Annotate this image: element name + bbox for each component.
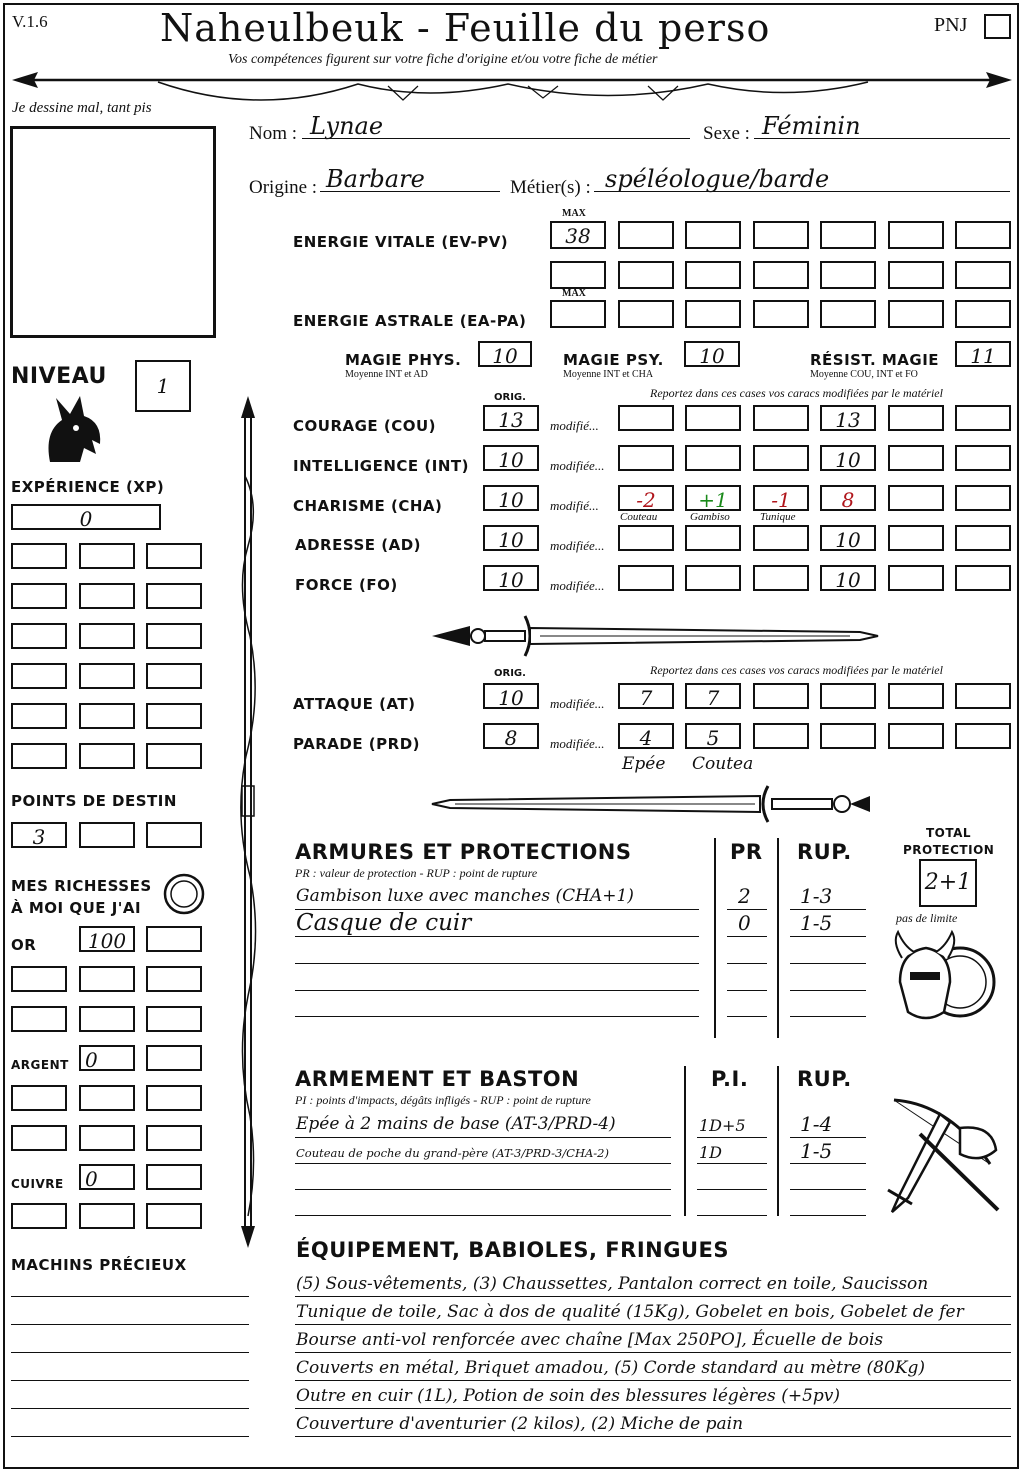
- ev-box[interactable]: [753, 261, 809, 289]
- total-protection-label-1: TOTAL: [926, 826, 972, 840]
- ev-label: ENERGIE VITALE (EV-PV): [293, 233, 509, 251]
- at-orig-box[interactable]: 10: [483, 683, 539, 709]
- xp-label: EXPÉRIENCE (XP): [11, 478, 165, 496]
- niveau-label: NIVEAU: [11, 364, 107, 389]
- cha-note-2: Gambiso: [690, 511, 730, 523]
- cha-note-1: Couteau: [620, 511, 658, 523]
- or-label: OR: [11, 936, 37, 954]
- cuivre-box[interactable]: [11, 1203, 67, 1229]
- fo-modif-label: modifiée...: [550, 578, 605, 593]
- nom-label: Nom :: [249, 123, 298, 144]
- arme-rup[interactable]: 1-4: [800, 1112, 833, 1136]
- portrait-box[interactable]: [10, 126, 216, 338]
- page-title: Naheulbeuk - Feuille du perso: [160, 6, 771, 50]
- magie-psy-label: MAGIE PSY.: [563, 351, 664, 369]
- xp-cell[interactable]: [79, 743, 135, 769]
- cou-orig-box[interactable]: 13: [483, 405, 539, 431]
- ea-max-label: MAX: [562, 288, 586, 299]
- prd-mod-box[interactable]: [888, 723, 944, 749]
- at-mod-box[interactable]: [888, 683, 944, 709]
- ev-box[interactable]: [618, 261, 674, 289]
- armure-name[interactable]: Casque de cuir: [296, 910, 472, 936]
- metier-value[interactable]: spéléologue/barde: [605, 165, 830, 193]
- xp-cell[interactable]: [11, 543, 67, 569]
- or-box[interactable]: [146, 926, 202, 952]
- ev-box[interactable]: [685, 261, 741, 289]
- destin-box[interactable]: 3: [11, 822, 67, 848]
- or-box[interactable]: [79, 1006, 135, 1032]
- xp-box[interactable]: 0: [11, 504, 161, 530]
- staff-icon: [228, 396, 268, 1248]
- argent-box[interactable]: [11, 1125, 67, 1151]
- argent-box[interactable]: [146, 1125, 202, 1151]
- armures-title: ARMURES ET PROTECTIONS: [295, 840, 632, 864]
- fo-mod-box[interactable]: [618, 565, 674, 591]
- ad-modif-label: modifiée...: [550, 538, 605, 553]
- coin-icon: [162, 872, 206, 916]
- xp-cell[interactable]: [79, 623, 135, 649]
- xp-cell[interactable]: [11, 743, 67, 769]
- fo-label: FORCE (FO): [295, 576, 398, 594]
- arme-name[interactable]: Epée à 2 mains de base (AT-3/PRD-4): [296, 1114, 616, 1134]
- argent-box[interactable]: [11, 1085, 67, 1111]
- ad-label: ADRESSE (AD): [295, 536, 422, 554]
- cha-modif-label: modifié...: [550, 498, 599, 513]
- cha-label: CHARISME (CHA): [293, 497, 443, 515]
- portrait-caption: Je dessine mal, tant pis: [12, 100, 152, 116]
- xp-cell[interactable]: [11, 703, 67, 729]
- cou-mod-box[interactable]: [753, 405, 809, 431]
- cha-mod-box[interactable]: +1: [685, 485, 741, 511]
- int-final-box[interactable]: 10: [820, 445, 876, 471]
- armure-rup[interactable]: 1-3: [800, 884, 833, 908]
- armement-col-rup: RUP.: [797, 1067, 852, 1091]
- ev-box[interactable]: [955, 221, 1011, 249]
- weapon-col-2: Coutea: [692, 754, 754, 774]
- ev-box[interactable]: [753, 221, 809, 249]
- ev-box[interactable]: [820, 221, 876, 249]
- at-mod-box[interactable]: 7: [618, 683, 674, 709]
- ev-box[interactable]: [550, 261, 606, 289]
- xp-cell[interactable]: [79, 583, 135, 609]
- destin-box[interactable]: [79, 822, 135, 848]
- xp-cell[interactable]: [146, 543, 202, 569]
- cha-mod-box[interactable]: -1: [753, 485, 809, 511]
- magie-psy-box[interactable]: 10: [684, 341, 740, 367]
- ea-box[interactable]: [955, 300, 1011, 328]
- armures-col-pr: PR: [730, 840, 763, 864]
- metier-label: Métier(s) :: [510, 177, 591, 198]
- magie-psy-note: Moyenne INT et CHA: [563, 369, 654, 380]
- spear-divider-icon: [8, 62, 1016, 112]
- cha-final-box[interactable]: 8: [820, 485, 876, 511]
- caracs-report-note: Reportez dans ces cases vos caracs modifiées par le matériel: [650, 386, 943, 400]
- magie-phys-note: Moyenne INT et AD: [345, 369, 428, 380]
- ad-mod-box[interactable]: [685, 525, 741, 551]
- ad-orig-box[interactable]: 10: [483, 525, 539, 551]
- helmet-shield-icon: [890, 928, 1002, 1032]
- cuivre-box[interactable]: 0: [79, 1164, 135, 1190]
- ev-box[interactable]: [685, 221, 741, 249]
- prd-mod-box[interactable]: 5: [685, 723, 741, 749]
- prd-orig-box[interactable]: 8: [483, 723, 539, 749]
- at-mod-box[interactable]: [820, 683, 876, 709]
- dragon-icon: [40, 392, 106, 464]
- equipement-line[interactable]: Outre en cuir (1L), Potion de soin des blessures légères (+5pv): [296, 1386, 840, 1406]
- int-mod-box[interactable]: [685, 445, 741, 471]
- cuivre-box[interactable]: [79, 1203, 135, 1229]
- int-mod-box[interactable]: [888, 445, 944, 471]
- fo-mod-box[interactable]: [955, 565, 1011, 591]
- cha-mod-box[interactable]: [955, 485, 1011, 511]
- int-mod-box[interactable]: [955, 445, 1011, 471]
- subtitle: Vos compétences figurent sur votre fiche d'origine et/ou votre fiche de métier: [228, 52, 658, 67]
- cuivre-box[interactable]: [146, 1203, 202, 1229]
- armure-pr[interactable]: 2: [738, 884, 751, 908]
- ea-label: ENERGIE ASTRALE (EA-PA): [293, 312, 527, 330]
- origine-label: Origine :: [249, 177, 318, 198]
- caracs-orig-label: ORIG.: [494, 392, 526, 403]
- sword-icon: [430, 612, 880, 658]
- equipement-title: ÉQUIPEMENT, BABIOLES, FRINGUES: [296, 1238, 729, 1262]
- at-mod-box[interactable]: [753, 683, 809, 709]
- armure-name[interactable]: Gambison luxe avec manches (CHA+1): [296, 886, 634, 906]
- prd-mod-box[interactable]: [820, 723, 876, 749]
- pnj-checkbox[interactable]: [984, 14, 1011, 39]
- cuivre-box[interactable]: [146, 1164, 202, 1190]
- cou-modif-label: modifié...: [550, 418, 599, 433]
- richesses-label-2: À MOI QUE J'AI: [11, 899, 142, 917]
- ev-box[interactable]: [888, 221, 944, 249]
- at-label: ATTAQUE (AT): [293, 695, 416, 713]
- prd-label: PARADE (PRD): [293, 735, 421, 753]
- ev-box[interactable]: [618, 221, 674, 249]
- argent-box[interactable]: 0: [79, 1045, 135, 1071]
- argent-label: ARGENT: [11, 1058, 69, 1072]
- xp-cell[interactable]: [146, 663, 202, 689]
- xp-cell[interactable]: [11, 583, 67, 609]
- resist-magie-label: RÉSIST. MAGIE: [810, 351, 940, 369]
- weapons-icon: [880, 1094, 1010, 1218]
- fo-mod-box[interactable]: [888, 565, 944, 591]
- cha-orig-box[interactable]: 10: [483, 485, 539, 511]
- fo-final-box[interactable]: 10: [820, 565, 876, 591]
- sexe-value[interactable]: Féminin: [762, 112, 861, 140]
- destin-box[interactable]: [146, 822, 202, 848]
- combat-orig-label: ORIG.: [494, 668, 526, 679]
- cuivre-label: CUIVRE: [11, 1177, 64, 1191]
- arme-pi[interactable]: 1D+5: [699, 1116, 746, 1135]
- int-mod-box[interactable]: [618, 445, 674, 471]
- nom-value[interactable]: Lynae: [310, 112, 384, 140]
- equipement-line[interactable]: Bourse anti-vol renforcée avec chaîne [Max 250PO], Écuelle de bois: [296, 1330, 884, 1350]
- at-mod-box[interactable]: [955, 683, 1011, 709]
- resist-magie-note: Moyenne COU, INT et FO: [810, 369, 918, 380]
- ad-final-box[interactable]: 10: [820, 525, 876, 551]
- xp-cell[interactable]: [11, 623, 67, 649]
- prd-mod-box[interactable]: [753, 723, 809, 749]
- cha-mod-box[interactable]: [888, 485, 944, 511]
- argent-box[interactable]: [146, 1045, 202, 1071]
- at-modif-label: modifiée...: [550, 696, 605, 711]
- argent-box[interactable]: [79, 1085, 135, 1111]
- armure-rup[interactable]: 1-5: [800, 911, 833, 935]
- cou-mod-box[interactable]: [618, 405, 674, 431]
- armures-note: PR : valeur de protection - RUP : point de rupture: [295, 866, 538, 880]
- ea-box[interactable]: [618, 300, 674, 328]
- xp-cell[interactable]: [79, 663, 135, 689]
- prd-mod-box[interactable]: [955, 723, 1011, 749]
- cou-label: COURAGE (COU): [293, 417, 437, 435]
- pas-de-limite: pas de limite: [896, 911, 958, 925]
- fo-mod-box[interactable]: [753, 565, 809, 591]
- cou-mod-box[interactable]: [955, 405, 1011, 431]
- weapon-col-1: Epée: [622, 754, 666, 774]
- ev-box[interactable]: [888, 261, 944, 289]
- resist-magie-box[interactable]: 11: [955, 341, 1011, 367]
- prd-mod-box[interactable]: 4: [618, 723, 674, 749]
- cou-mod-box[interactable]: [685, 405, 741, 431]
- int-label: INTELLIGENCE (INT): [293, 457, 469, 475]
- armure-pr[interactable]: 0: [738, 911, 751, 935]
- machins-label: MACHINS PRÉCIEUX: [11, 1256, 187, 1274]
- or-box[interactable]: [146, 966, 202, 992]
- int-mod-box[interactable]: [753, 445, 809, 471]
- or-box[interactable]: [11, 1006, 67, 1032]
- fo-orig-box[interactable]: 10: [483, 565, 539, 591]
- int-orig-box[interactable]: 10: [483, 445, 539, 471]
- ad-mod-box[interactable]: [753, 525, 809, 551]
- arme-name[interactable]: Couteau de poche du grand-père (AT-3/PRD-3/CHA-2): [296, 1146, 609, 1160]
- xp-cell[interactable]: [79, 703, 135, 729]
- ev-max-box[interactable]: 38: [550, 221, 606, 249]
- ea-box[interactable]: [685, 300, 741, 328]
- equipement-line[interactable]: Tunique de toile, Sac à dos de qualité (15Kg), Gobelet en bois, Gobelet de fer: [296, 1302, 964, 1322]
- fo-mod-box[interactable]: [685, 565, 741, 591]
- prd-modif-label: modifiée...: [550, 736, 605, 751]
- armement-title: ARMEMENT ET BASTON: [295, 1067, 580, 1091]
- cha-mod-box[interactable]: -2: [618, 485, 674, 511]
- ad-mod-box[interactable]: [955, 525, 1011, 551]
- xp-cell[interactable]: [146, 623, 202, 649]
- ea-box[interactable]: [888, 300, 944, 328]
- equipement-line[interactable]: (5) Sous-vêtements, (3) Chaussettes, Pantalon correct en toile, Saucisson: [296, 1274, 929, 1294]
- origine-value[interactable]: Barbare: [326, 165, 425, 193]
- cou-mod-box[interactable]: [888, 405, 944, 431]
- arme-pi[interactable]: 1D: [699, 1143, 723, 1162]
- ea-box[interactable]: [820, 300, 876, 328]
- equipement-line[interactable]: Couverts en métal, Briquet amadou, (5) Corde standard au mètre (80Kg): [296, 1358, 926, 1378]
- ad-mod-box[interactable]: [888, 525, 944, 551]
- cou-final-box[interactable]: 13: [820, 405, 876, 431]
- richesses-label-1: MES RICHESSES: [11, 877, 152, 895]
- magie-phys-label: MAGIE PHYS.: [345, 351, 462, 369]
- sword-icon: [430, 782, 880, 826]
- argent-box[interactable]: [146, 1085, 202, 1111]
- equipement-line[interactable]: Couverture d'aventurier (2 kilos), (2) Miche de pain: [296, 1414, 744, 1434]
- xp-cell[interactable]: [146, 743, 202, 769]
- ev-max-label: MAX: [562, 208, 586, 219]
- xp-cell[interactable]: [146, 703, 202, 729]
- armement-col-pi: P.I.: [711, 1067, 749, 1091]
- cha-note-3: Tunique: [760, 511, 796, 523]
- at-mod-box[interactable]: 7: [685, 683, 741, 709]
- sexe-label: Sexe :: [703, 123, 750, 144]
- arme-rup[interactable]: 1-5: [800, 1139, 833, 1163]
- xp-cell[interactable]: [11, 663, 67, 689]
- or-box[interactable]: [79, 966, 135, 992]
- xp-cell[interactable]: [146, 583, 202, 609]
- niveau-box[interactable]: 1: [135, 360, 191, 412]
- int-modif-label: modifiée...: [550, 458, 605, 473]
- total-protection-box[interactable]: 2+1: [919, 859, 977, 907]
- pnj-label: PNJ: [934, 14, 968, 36]
- xp-cell[interactable]: [79, 543, 135, 569]
- ad-mod-box[interactable]: [618, 525, 674, 551]
- armement-note: PI : points d'impacts, dégâts infligés - RUP : point de rupture: [295, 1093, 591, 1107]
- destin-label: POINTS DE DESTIN: [11, 792, 177, 810]
- total-protection-label-2: PROTECTION: [903, 843, 995, 857]
- armures-col-rup: RUP.: [797, 840, 852, 864]
- ev-box[interactable]: [820, 261, 876, 289]
- version-label: V.1.6: [12, 12, 48, 31]
- ev-box[interactable]: [955, 261, 1011, 289]
- argent-box[interactable]: [79, 1125, 135, 1151]
- or-box[interactable]: [146, 1006, 202, 1032]
- ea-box[interactable]: [753, 300, 809, 328]
- ea-max-box[interactable]: [550, 300, 606, 328]
- or-box[interactable]: [11, 966, 67, 992]
- or-box[interactable]: 100: [79, 926, 135, 952]
- combat-report-note: Reportez dans ces cases vos caracs modifiées par le matériel: [650, 663, 943, 677]
- magie-phys-box[interactable]: 10: [478, 341, 532, 367]
